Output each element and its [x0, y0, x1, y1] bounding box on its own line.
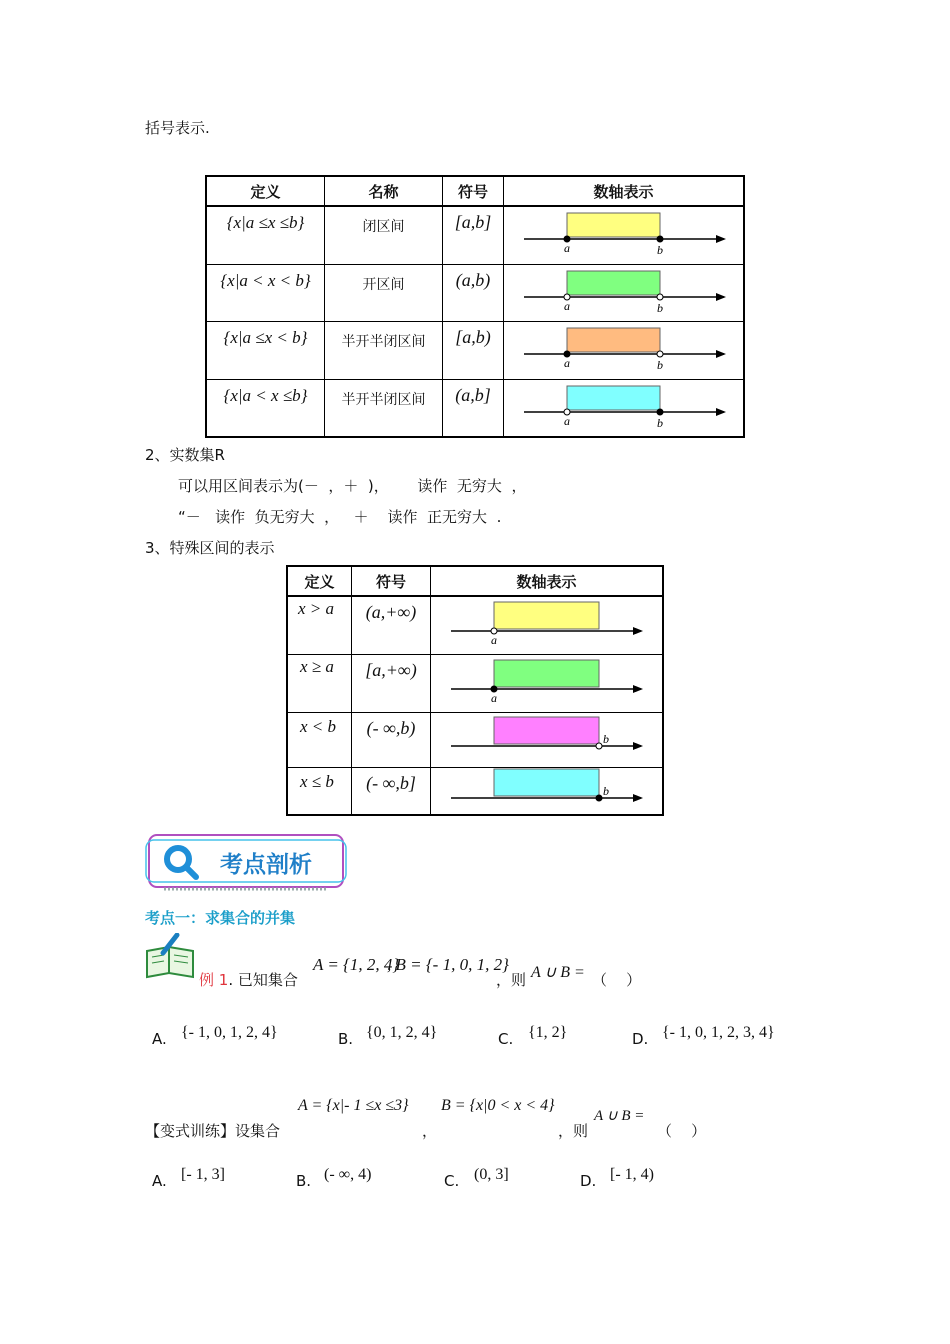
interval-box	[494, 660, 599, 687]
row-name: 闭区间	[325, 206, 443, 264]
open-endpoint	[657, 294, 663, 300]
example1-prompt	[199, 969, 298, 990]
closed-endpoint	[657, 409, 663, 415]
header-symbol: 符号	[352, 566, 431, 596]
practice-option-B-letter[interactable]: B.	[296, 1172, 312, 1190]
example1-label: 例 1	[199, 971, 229, 989]
axis-arrow	[633, 794, 643, 802]
number-line	[504, 321, 745, 379]
practice-option-C-letter[interactable]: C.	[444, 1172, 460, 1190]
row-name	[325, 321, 443, 379]
table-row	[206, 264, 744, 321]
table-row	[206, 206, 744, 264]
option-B-letter[interactable]: B.	[338, 1030, 354, 1048]
section-banner	[144, 832, 348, 898]
open-endpoint	[596, 743, 602, 749]
row-definition: x > a	[287, 596, 352, 654]
practice-option-A-value[interactable]: [- 1, 3]	[181, 1166, 225, 1183]
example1-tail: ，则	[496, 971, 527, 989]
number-line	[504, 379, 745, 437]
axis-arrow	[716, 408, 726, 416]
practice-option-D-letter[interactable]: D.	[580, 1172, 597, 1190]
row-name-text: 半开半闭区间	[341, 391, 426, 408]
axis-arrow	[716, 293, 726, 301]
practice-setA: A = {x|- 1 ≤x ≤3}	[298, 1097, 409, 1114]
example1-text: . 已知集合	[228, 971, 298, 989]
example1-setA: A = {1, 2, 4}	[313, 955, 400, 974]
practice-setB: B = {x|0 < x < 4}	[441, 1097, 555, 1114]
axis-arrow	[716, 235, 726, 243]
option-C-value[interactable]: {1, 2}	[528, 1024, 568, 1041]
number-line	[431, 654, 664, 712]
row-definition: x < b	[287, 712, 352, 767]
practice-option-D-value[interactable]: [- 1, 4)	[610, 1166, 654, 1183]
option-D-letter[interactable]: D.	[632, 1030, 649, 1048]
option-A-value[interactable]: {- 1, 0, 1, 2, 4}	[181, 1024, 278, 1041]
interval-box	[494, 602, 599, 629]
option-D-value[interactable]: {- 1, 0, 1, 2, 3, 4}	[662, 1024, 775, 1041]
header-definition: 定义	[206, 176, 325, 206]
closed-endpoint	[596, 795, 602, 801]
table-row	[206, 321, 744, 379]
axis-arrow	[716, 350, 726, 358]
row-definition: {x|a ≤x < b}	[206, 321, 325, 379]
axis-arrow	[633, 742, 643, 750]
row-definition: {x|a < x ≤b}	[206, 379, 325, 437]
banner-title: 考点剖析	[220, 852, 312, 878]
endpoint-label: a	[564, 298, 570, 313]
number-line	[504, 206, 745, 264]
practice-ask: A ∪ B =	[594, 1108, 645, 1124]
practice-option-A-letter[interactable]: A.	[152, 1172, 167, 1190]
row-symbol: [a,b]	[443, 206, 504, 264]
endpoint-label: b	[657, 300, 663, 315]
example1-paren: （ ）	[592, 971, 642, 989]
row-name	[325, 379, 443, 437]
header-definition: 定义	[287, 566, 352, 596]
number-line	[431, 767, 664, 815]
row-definition: x ≤ b	[287, 767, 352, 815]
example1-setB: , B = {- 1, 0, 1, 2}	[387, 955, 509, 974]
endpoint-label: b	[657, 357, 663, 372]
row-definition: x ≥ a	[287, 654, 352, 712]
interval-box	[494, 717, 599, 744]
book-pencil-icon	[143, 933, 199, 981]
practice-paren: （ ）	[657, 1122, 707, 1140]
table-row	[287, 654, 663, 712]
row-definition: {x|a < x < b}	[206, 264, 325, 321]
header-axis: 数轴表示	[431, 566, 664, 596]
table-row	[287, 596, 663, 654]
axis-arrow	[633, 685, 643, 693]
interval-box	[567, 328, 660, 352]
example1-ask: A ∪ B =	[531, 964, 585, 981]
table-row	[206, 379, 744, 437]
row-symbol: (- ∞,b]	[352, 767, 431, 815]
endpoint-label: a	[564, 355, 570, 370]
row-symbol: (a,b]	[443, 379, 504, 437]
endpoint-label: b	[603, 731, 609, 746]
endpoint-label: b	[603, 783, 609, 798]
header-axis: 数轴表示	[504, 176, 745, 206]
section2-title: 2、实数集R	[145, 446, 225, 464]
option-C-letter[interactable]: C.	[498, 1030, 514, 1048]
practice-label: 【变式训练】设集合	[145, 1122, 281, 1140]
practice-tail: ，则	[558, 1122, 589, 1140]
row-name: 开区间	[325, 264, 443, 321]
row-symbol: (a,+∞)	[352, 596, 431, 654]
endpoint-label: a	[564, 413, 570, 428]
practice-option-C-value[interactable]: (0, 3]	[474, 1166, 509, 1183]
header-symbol: 符号	[443, 176, 504, 206]
interval-box	[567, 271, 660, 295]
row-name-text: 半开半闭区间	[341, 333, 426, 350]
closed-endpoint	[657, 236, 663, 242]
row-symbol: (- ∞,b)	[352, 712, 431, 767]
kaodian-title: 考点一：求集合的并集	[145, 909, 296, 927]
row-symbol: [a,b)	[443, 321, 504, 379]
interval-box	[567, 386, 660, 410]
row-symbol: (a,b)	[443, 264, 504, 321]
interval-box	[494, 769, 599, 796]
open-endpoint	[657, 351, 663, 357]
interval-table	[205, 175, 745, 438]
number-line	[431, 712, 664, 767]
endpoint-label: b	[657, 415, 663, 430]
row-symbol: [a,+∞)	[352, 654, 431, 712]
endpoint-label: b	[657, 243, 663, 257]
endpoint-label: a	[564, 241, 570, 255]
axis-arrow	[633, 627, 643, 635]
option-A-letter[interactable]: A.	[152, 1030, 167, 1048]
number-line	[431, 596, 664, 654]
endpoint-label: a	[491, 633, 497, 647]
special-interval-table	[286, 565, 664, 816]
endpoint-label: a	[491, 690, 497, 705]
row-definition: {x|a ≤x ≤b}	[206, 206, 325, 264]
section3-title: 3、特殊区间的表示	[145, 539, 275, 557]
interval-box	[567, 213, 660, 237]
practice-option-B-value[interactable]: (- ∞, 4)	[324, 1166, 372, 1183]
section2-line2: “－ 读作 负无穷大 ， ＋ 读作 正无穷大 .	[178, 508, 502, 526]
header-name: 名称	[325, 176, 443, 206]
table-row	[287, 767, 663, 815]
section2-line1: 可以用区间表示为(－ ，＋ )， 读作 无穷大 ，	[178, 477, 527, 495]
intro-text: 括号表示.	[145, 119, 210, 137]
practice-comma: ，	[422, 1122, 438, 1140]
number-line	[504, 264, 745, 321]
option-B-value[interactable]: {0, 1, 2, 4}	[366, 1024, 438, 1041]
table-row	[287, 712, 663, 767]
search-icon	[162, 843, 202, 883]
